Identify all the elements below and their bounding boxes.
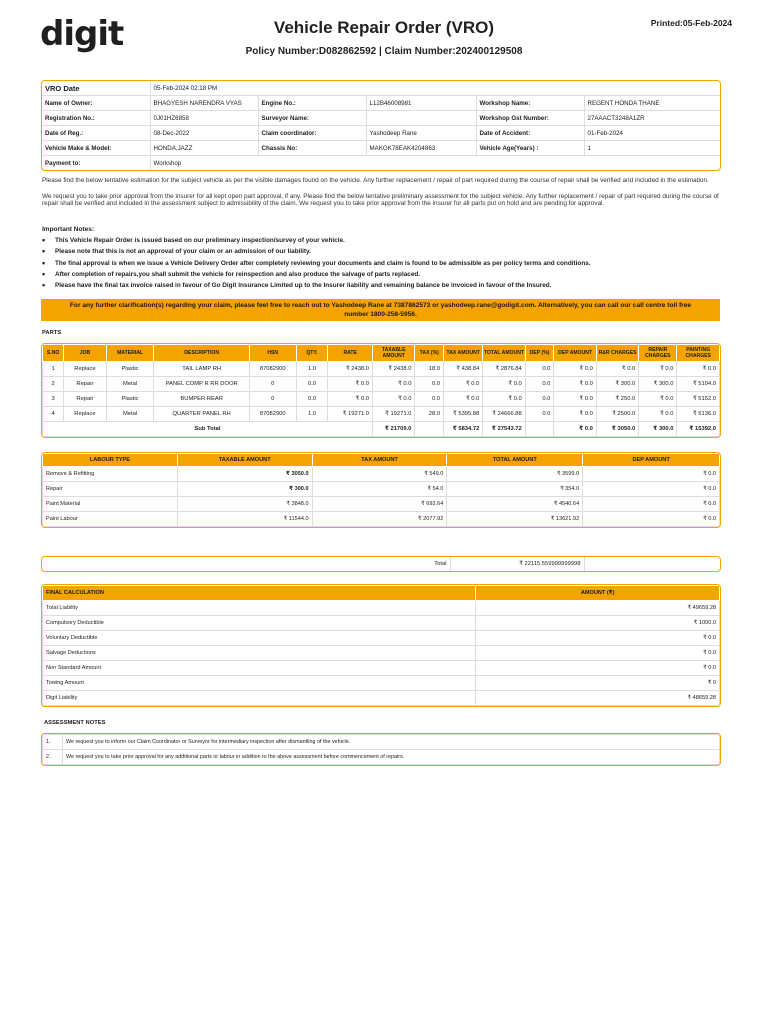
note-item: • This Vehicle Repair Order is issued based on our preliminary inspection/survey of your vehicle. <box>42 235 722 246</box>
info-label: Registration No.: <box>42 111 150 126</box>
cell: ₹ 0.0 <box>444 392 483 407</box>
total-row <box>41 556 721 572</box>
info-value: HONDA,JAZZ <box>150 141 258 156</box>
cell: 18.0 <box>415 362 444 377</box>
cell: BUMPER REAR <box>154 392 250 407</box>
table-row <box>43 407 720 422</box>
info-value: 0J01HZ6858 <box>150 111 258 126</box>
labour-table <box>41 452 721 528</box>
approval-paragraph: We request you to take prior approval from the insurer for all kept open part approval, if any. Please find the below tentative preliminary assessment for the subject vehicle. Any further replacement / repair of part required during the course of repair shall be verified and included in the assessment subject to admissibility of the claim. We request you to take prior approval from the insurer for all parts put on hold and are pending for approval. <box>42 193 719 208</box>
info-label: Claim coordinator: <box>258 126 366 141</box>
info-value: BHAGYESH NARENDRA VYAS <box>150 96 258 111</box>
cell: ₹ 19271.0 <box>372 407 414 422</box>
cell: ₹ 13621.92 <box>447 512 583 527</box>
cell: 28.0 <box>415 407 444 422</box>
cell: QUARTER PANEL RH <box>154 407 250 422</box>
vro-info-row <box>42 111 720 126</box>
cell: Repair <box>64 377 106 392</box>
col-header: TAX AMOUNT <box>312 454 447 467</box>
cell: ₹ 3599.0 <box>447 467 583 482</box>
cell: ₹ 5136.0 <box>677 407 720 422</box>
final-calculation-table <box>41 584 721 707</box>
col-header: DEP AMOUNT <box>583 454 720 467</box>
assessment-notes-table <box>41 733 721 766</box>
payment-row <box>42 156 720 171</box>
cell: ₹ 0.0 <box>583 482 720 497</box>
cell: ₹ 0.0 <box>483 392 525 407</box>
cell: Paint Material <box>43 497 178 512</box>
info-value: Yashodeep Rane <box>366 126 476 141</box>
subtotal-taxable: ₹ 21709.0 <box>372 422 414 437</box>
info-label: Workshop Gst Number: <box>476 111 584 126</box>
cell: Metal <box>106 377 154 392</box>
payment-value: Workshop <box>150 156 720 171</box>
page-title: Vehicle Repair Order (VRO) <box>273 18 495 37</box>
cell: Paint Labour <box>43 512 178 527</box>
important-notes-heading: Important Notes: <box>42 226 94 233</box>
col-header: DESCRIPTION <box>154 345 250 362</box>
subtotal-dep: ₹ 0.0 <box>554 422 596 437</box>
subtotal-tax: ₹ 5834.72 <box>444 422 483 437</box>
col-header: TOTAL AMOUNT <box>447 454 583 467</box>
cell: ₹ 0.0 <box>554 407 596 422</box>
table-row <box>43 601 720 616</box>
cell: ₹ 3848.0 <box>177 497 312 512</box>
cell: Non Standard Amount <box>43 661 476 676</box>
cell: Voluntary Deductible <box>43 631 476 646</box>
table-row <box>43 691 720 706</box>
cell: ₹ 0.0 <box>596 362 638 377</box>
cell: ₹ 250.0 <box>596 392 638 407</box>
estimation-paragraph: Please find the below tentative estimation for the subject vehicle as per the visible damages found on the vehicle. Any further replacement / repair of part required during the course of repair shall be verified and included in the estimation. <box>42 177 709 184</box>
contact-banner <box>41 299 720 321</box>
cell: Repair <box>64 392 106 407</box>
col-header: REPAIR CHARGES <box>639 345 677 362</box>
cell: 0.0 <box>415 392 444 407</box>
col-header: R&R CHARGES <box>596 345 638 362</box>
final-header-row <box>43 586 720 601</box>
cell <box>525 422 554 437</box>
cell: ₹ 2438.0 <box>372 362 414 377</box>
table-row <box>43 646 720 661</box>
info-value: 01-Feb-2024 <box>584 126 720 141</box>
parts-header-row <box>43 345 720 362</box>
cell: ₹ 0.0 <box>372 377 414 392</box>
cell: 0.0 <box>525 407 554 422</box>
vro-date-label: VRO Date <box>42 81 150 96</box>
cell: 1.0 <box>296 362 328 377</box>
table-row <box>43 362 720 377</box>
cell: ₹ 0.0 <box>476 631 720 646</box>
table-row <box>43 676 720 691</box>
table-row <box>43 392 720 407</box>
cell: 0.0 <box>525 377 554 392</box>
cell: ₹ 49659.28 <box>476 601 720 616</box>
contact-banner-line: For any further clarification(s) regarding your claim, please feel free to reach out to Yashodeep Rane at 7387862573 or yashodeep.rane@godigit.com. Alternatively, you can call our call centre toll free <box>69 302 692 309</box>
subtotal-painting: ₹ 15392.0 <box>677 422 720 437</box>
total-row-inner <box>42 557 720 571</box>
table-row <box>43 482 720 497</box>
table-row <box>43 750 720 765</box>
cell: ₹ 24666.88 <box>483 407 525 422</box>
info-label: Date of Accident: <box>476 126 584 141</box>
cell <box>415 422 444 437</box>
col-header: TAXABLE AMOUNT <box>177 454 312 467</box>
cell: 87082900 <box>249 362 296 377</box>
cell: Compulsory Deductible <box>43 616 476 631</box>
info-value: L12B46008981 <box>366 96 476 111</box>
col-header: MATERIAL <box>106 345 154 362</box>
col-header: S.NO <box>43 345 64 362</box>
cell: 0.0 <box>525 392 554 407</box>
total-value: ₹ 22115.559999999998 <box>450 557 584 571</box>
cell: Total Liability <box>43 601 476 616</box>
vro-info-row <box>42 96 720 111</box>
cell: Towing Amount <box>43 676 476 691</box>
col-header: QTY. <box>296 345 328 362</box>
info-label: Vehicle Make & Model: <box>42 141 150 156</box>
cell: ₹ 48659.28 <box>476 691 720 706</box>
printed-date: Printed:05-Feb-2024 <box>650 18 732 28</box>
cell: ₹ 54.0 <box>312 482 447 497</box>
col-header: TAX AMOUNT <box>444 345 483 362</box>
cell: ₹ 0.0 <box>476 646 720 661</box>
cell: PANEL COMP R RR DOOR <box>154 377 250 392</box>
cell: ₹ 0.0 <box>583 497 720 512</box>
table-row <box>43 467 720 482</box>
cell: ₹ 300.0 <box>596 377 638 392</box>
cell: 87082900 <box>249 407 296 422</box>
cell: ₹ 2438.0 <box>328 362 373 377</box>
cell: 0 <box>249 377 296 392</box>
cell: ₹ 2876.84 <box>483 362 525 377</box>
cell: ₹ 2500.0 <box>596 407 638 422</box>
col-header: DEP AMOUNT <box>554 345 596 362</box>
cell: Repair <box>43 482 178 497</box>
cell: ₹ 19271.0 <box>328 407 373 422</box>
cell: 1 <box>43 362 64 377</box>
cell: 1. <box>43 735 63 750</box>
parts-heading: PARTS <box>42 330 62 336</box>
cell: 3 <box>43 392 64 407</box>
cell: 2 <box>43 377 64 392</box>
table-row <box>43 512 720 527</box>
cell: Salvage Deductions <box>43 646 476 661</box>
labour-header-row <box>43 454 720 467</box>
col-header: TAX (%) <box>415 345 444 362</box>
payment-label: Payment to: <box>42 156 150 171</box>
cell: ₹ 0.0 <box>583 467 720 482</box>
info-label: Workshop Name: <box>476 96 584 111</box>
cell: ₹ 5152.0 <box>677 392 720 407</box>
table-row <box>43 616 720 631</box>
subtotal-repair: ₹ 300.0 <box>639 422 677 437</box>
cell: ₹ 0.0 <box>639 392 677 407</box>
note-item: • The final approval is when we issue a Vehicle Delivery Order after completely reviewing your documents and claim is found to be admissible as per policy terms and conditions. <box>42 258 722 269</box>
cell: ₹ 300.0 <box>639 377 677 392</box>
cell: ₹ 549.0 <box>312 467 447 482</box>
cell: ₹ 438.84 <box>444 362 483 377</box>
cell: ₹ 3050.0 <box>177 467 312 482</box>
table-row <box>43 497 720 512</box>
cell: ₹ 0.0 <box>444 377 483 392</box>
parts-table <box>41 343 721 438</box>
col-header: AMOUNT (₹) <box>476 586 720 601</box>
cell: ₹ 11544.0 <box>177 512 312 527</box>
col-header: TAXABLE AMOUNT <box>372 345 414 362</box>
digit-logo: digit <box>40 14 124 54</box>
cell: ₹ 2077.92 <box>312 512 447 527</box>
cell: ₹ 0 <box>476 676 720 691</box>
policy-claim-numbers: Policy Number:D082862592 | Claim Number:202400129508 <box>245 46 523 57</box>
cell: ₹ 0.0 <box>328 377 373 392</box>
cell: ₹ 0.0 <box>583 512 720 527</box>
note-item: • Please note that this is not an approval of your claim or an admission of our liability. <box>42 246 722 257</box>
table-row <box>43 377 720 392</box>
col-header: PAINTING CHARGES <box>677 345 720 362</box>
info-label: Vehicle Age(Years) : <box>476 141 584 156</box>
subtotal-rr: ₹ 3050.0 <box>596 422 638 437</box>
contact-banner-line: number 1800-258-5956. <box>344 310 417 318</box>
cell: We request you to take prior approval for any additional parts or labour in addition to the above assessment before commencement of repairs. <box>62 750 719 765</box>
note-item: • After completion of repairs,you shall submit the vehicle for reinspection and also produce the salvage of parts replaced. <box>42 269 722 280</box>
cell <box>584 557 720 571</box>
col-header: RATE <box>328 345 373 362</box>
cell: ₹ 300.0 <box>177 482 312 497</box>
cell: ₹ 0.0 <box>476 661 720 676</box>
cell: ₹ 0.0 <box>639 362 677 377</box>
info-value <box>366 111 476 126</box>
total-label: Total <box>434 561 447 567</box>
col-header: LABOUR TYPE <box>43 454 178 467</box>
table-row <box>43 661 720 676</box>
cell: TAIL LAMP RH <box>154 362 250 377</box>
cell: ₹ 5395.88 <box>444 407 483 422</box>
cell: ₹ 0.0 <box>554 377 596 392</box>
cell: ₹ 0.0 <box>372 392 414 407</box>
vro-info-row <box>42 141 720 156</box>
info-label: Engine No.: <box>258 96 366 111</box>
col-header: DEP (%) <box>525 345 554 362</box>
table-row <box>43 735 720 750</box>
vro-date-value: 05-Feb-2024 02:18 PM <box>150 81 720 96</box>
cell: ₹ 354.0 <box>447 482 583 497</box>
cell: Plastic <box>106 362 154 377</box>
subtotal-row <box>43 422 720 437</box>
cell: ₹ 4540.64 <box>447 497 583 512</box>
cell: Metal <box>106 407 154 422</box>
cell: We request you to inform our Claim Coordinator or Surveyor for intermediary inspection after dismantling of the vehicle. <box>62 735 719 750</box>
cell: 0.0 <box>415 377 444 392</box>
cell: ₹ 0.0 <box>328 392 373 407</box>
cell: ₹ 1000.0 <box>476 616 720 631</box>
cell: 0.0 <box>296 377 328 392</box>
cell: ₹ 0.0 <box>554 362 596 377</box>
cell: ₹ 5104.0 <box>677 377 720 392</box>
assessment-notes-heading: ASSESSMENT NOTES <box>44 720 106 726</box>
cell: ₹ 0.0 <box>639 407 677 422</box>
cell: ₹ 692.64 <box>312 497 447 512</box>
cell: 0.0 <box>296 392 328 407</box>
col-header: FINAL CALCULATION <box>43 586 476 601</box>
table-row <box>43 631 720 646</box>
subtotal-total: ₹ 27543.72 <box>483 422 525 437</box>
cell: Plastic <box>106 392 154 407</box>
cell: 0.0 <box>525 362 554 377</box>
vro-info-row <box>42 126 720 141</box>
cell: 1.0 <box>296 407 328 422</box>
col-header: TOTAL AMOUNT <box>483 345 525 362</box>
cell: 0 <box>249 392 296 407</box>
subtotal-label: Sub Total <box>43 422 373 437</box>
info-value: MAKGK78EAK4204863 <box>366 141 476 156</box>
info-value: REGENT HONDA THANE <box>584 96 720 111</box>
note-item: • Please have the final tax invoice raised in favour of Go Digit Insurance Limited up to the Insurer liability and remaining balance be invoiced in favour of the Insured. <box>42 280 722 291</box>
cell: ₹ 0.0 <box>554 392 596 407</box>
important-notes-list <box>42 235 722 291</box>
info-label: Chassis No: <box>258 141 366 156</box>
info-value: 08-Dec-2022 <box>150 126 258 141</box>
cell: 2. <box>43 750 63 765</box>
info-value: 1 <box>584 141 720 156</box>
cell: Remove & Refitting <box>43 467 178 482</box>
cell: 4 <box>43 407 64 422</box>
cell: Digit Liability <box>43 691 476 706</box>
info-label: Surveyor Name: <box>258 111 366 126</box>
vro-info-table <box>41 80 721 171</box>
cell: ₹ 0.0 <box>483 377 525 392</box>
cell: Replace <box>64 362 106 377</box>
info-value: 27AAACT3248A1ZR <box>584 111 720 126</box>
info-label: Name of Owner: <box>42 96 150 111</box>
col-header: JOB <box>64 345 106 362</box>
col-header: HSN <box>249 345 296 362</box>
info-label: Date of Reg.: <box>42 126 150 141</box>
vro-date-row <box>42 81 720 96</box>
cell: Replace <box>64 407 106 422</box>
cell: ₹ 0.0 <box>677 362 720 377</box>
